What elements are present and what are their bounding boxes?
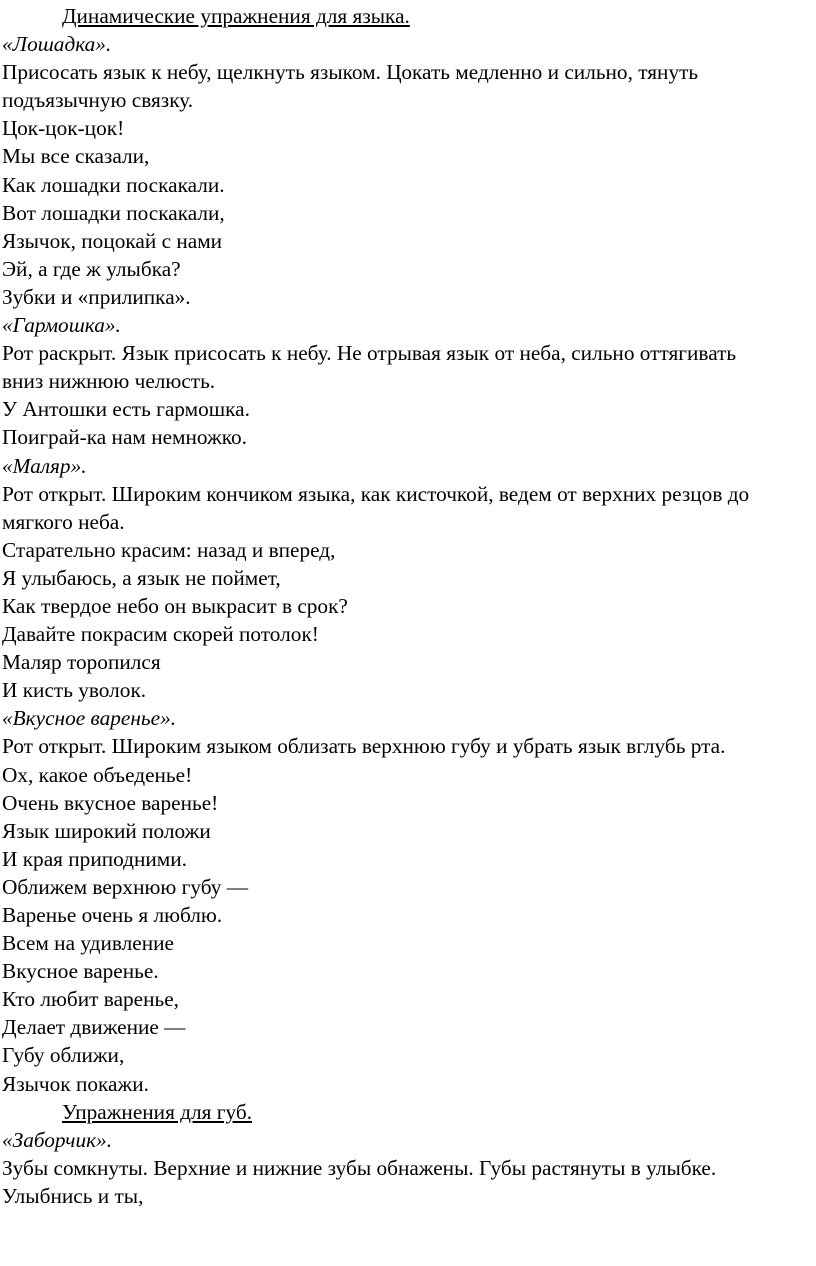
verse-line: Маляр торопился [2, 650, 161, 675]
exercise-instruction-jam: Рот открыт. Широким языком облизать верхнюю губу и убрать язык вглубь рта. [2, 734, 726, 759]
verse-line: Давайте покрасим скорей потолок! [2, 622, 319, 647]
verse-line: Старательно красим: назад и вперед, [2, 537, 336, 562]
verse-line: Эй, а где ж улыбка? [2, 256, 181, 281]
verse-line: Ох, какое объеденье! [2, 762, 193, 787]
section-heading-tongue-exercises: Динамические упражнения для языка. [62, 4, 410, 28]
exercise-title-fence: «Заборчик». [2, 1127, 113, 1152]
verse-line: Варенье очень я люблю. [2, 903, 223, 927]
verse-line: Поиграй-ка нам немножко. [2, 425, 247, 450]
verse-line: Улыбнись и ты, [2, 1183, 144, 1208]
verse-line: Всем на удивление [2, 931, 174, 956]
verse-line: Делает движение — [2, 1015, 186, 1040]
exercise-title-accordion: «Гармошка». [2, 313, 121, 338]
document-page [2, 2, 808, 1210]
verse-line: И края приподними. [2, 846, 187, 871]
exercise-title-jam: «Вкусное варенье». [2, 706, 177, 731]
verse-line: Очень вкусное варенье! [2, 790, 219, 815]
exercise-title-painter: «Маляр». [2, 453, 87, 478]
exercise-title-horse: «Лошадка». [2, 32, 112, 57]
exercise-instruction-horse: Присосать язык к небу, щелкнуть языком. Цокать медленно и сильно, тянуть подъязычную связку. [2, 60, 699, 113]
verse-line: Цок-цок-цок! [2, 116, 125, 141]
exercise-instruction-accordion: Рот раскрыт. Язык присосать к небу. Не отрывая язык от неба, сильно оттягивать вниз нижнюю челюсть. [2, 341, 737, 394]
verse-line: Как твердое небо он выкрасит в срок? [2, 593, 348, 618]
exercise-instruction-painter: Рот открыт. Широким кончиком языка, как кисточкой, ведем от верхних резцов до мягкого неба. [2, 481, 750, 534]
verse-line: Кто любит варенье, [2, 987, 180, 1012]
verse-line: Зубки и «прилипка». [2, 284, 191, 309]
exercise-instruction-fence: Зубы сомкнуты. Верхние и нижние зубы обнажены. Губы растянуты в улыбке. [2, 1155, 717, 1180]
verse-line: Язык широкий положи [2, 818, 211, 843]
verse-line: Я улыбаюсь, а язык не поймет, [2, 565, 281, 590]
verse-line: Губу оближи, [2, 1043, 125, 1068]
verse-line: Язычок, поцокай с нами [2, 228, 223, 253]
verse-line: Язычок покажи. [2, 1071, 149, 1096]
section-heading-lip-exercises: Упражнения для губ. [62, 1099, 253, 1124]
verse-line: Оближем верхнюю губу — [2, 874, 249, 899]
verse-line: Как лошадки поскакали. [2, 172, 225, 197]
verse-line: Вкусное варенье. [2, 959, 159, 984]
verse-line: Мы все сказали, [2, 144, 150, 169]
verse-line: Вот лошадки поскакали, [2, 200, 225, 225]
verse-line: У Антошки есть гармошка. [2, 397, 250, 422]
verse-line: И кисть уволок. [2, 678, 147, 703]
